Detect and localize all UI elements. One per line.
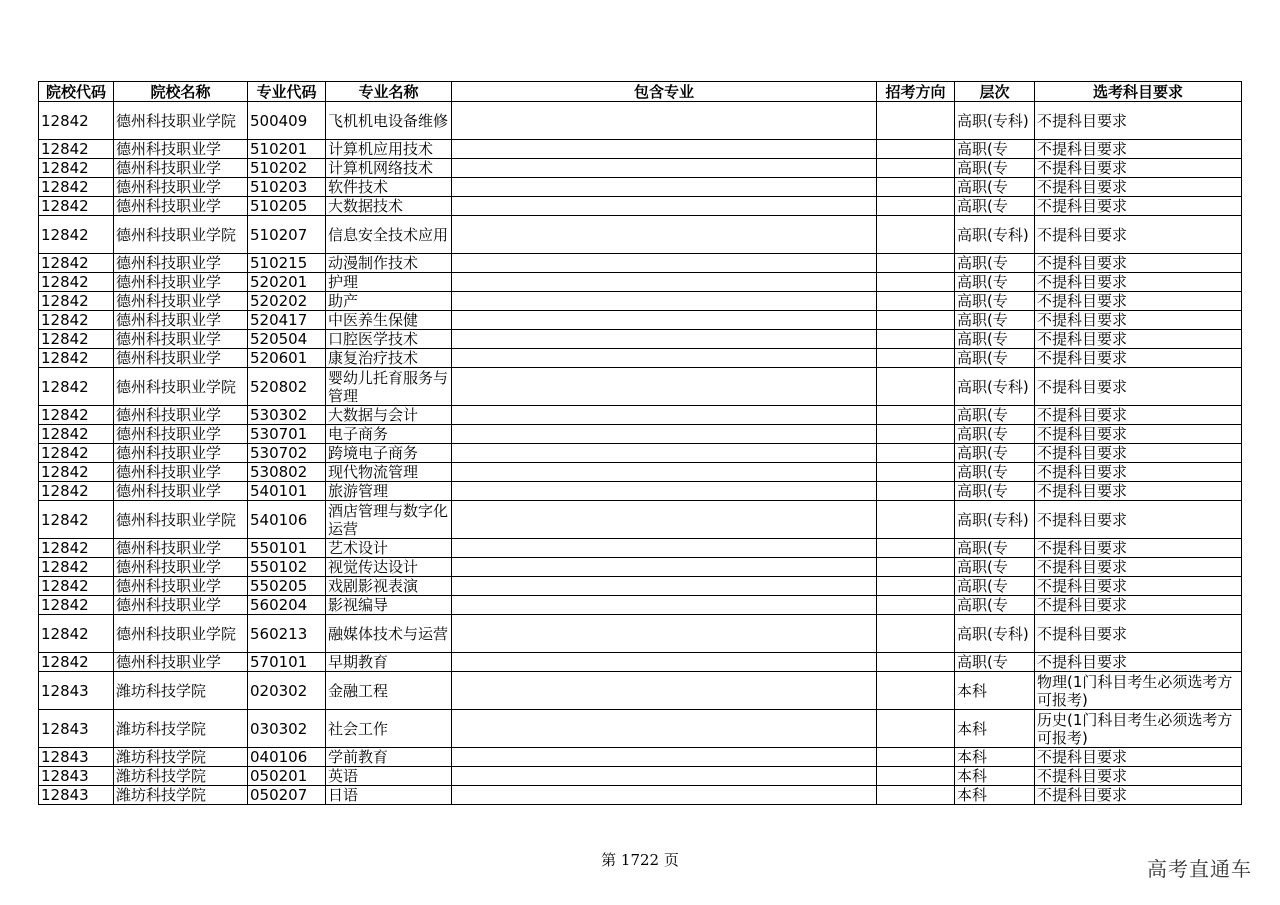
cell-included-majors bbox=[452, 178, 877, 197]
cell-level: 本科 bbox=[955, 672, 1035, 710]
cell-level: 高职(专 bbox=[955, 349, 1035, 368]
cell-level: 本科 bbox=[955, 710, 1035, 748]
cell-subject-requirement: 不提科目要求 bbox=[1035, 539, 1242, 558]
table-row bbox=[39, 292, 1242, 311]
cell-level: 高职(专 bbox=[955, 425, 1035, 444]
table-row bbox=[39, 710, 1242, 748]
cell-major-name: 动漫制作技术 bbox=[326, 254, 452, 273]
cell-school-name: 德州科技职业学院 bbox=[114, 368, 248, 406]
table-row bbox=[39, 596, 1242, 615]
table-row bbox=[39, 311, 1242, 330]
cell-level: 高职(专 bbox=[955, 330, 1035, 349]
cell-direction bbox=[877, 463, 955, 482]
cell-level: 高职(专 bbox=[955, 539, 1035, 558]
cell-major-name: 社会工作 bbox=[326, 710, 452, 748]
cell-subject-requirement: 不提科目要求 bbox=[1035, 311, 1242, 330]
cell-direction bbox=[877, 558, 955, 577]
admissions-table bbox=[38, 81, 1242, 805]
cell-major-name: 融媒体技术与运营 bbox=[326, 615, 452, 653]
cell-level: 高职(专 bbox=[955, 159, 1035, 178]
cell-school-name: 德州科技职业学院 bbox=[114, 615, 248, 653]
cell-direction bbox=[877, 178, 955, 197]
cell-direction bbox=[877, 311, 955, 330]
cell-major-code: 040106 bbox=[248, 748, 326, 767]
cell-school-name: 德州科技职业学 bbox=[114, 425, 248, 444]
cell-major-code: 050201 bbox=[248, 767, 326, 786]
header-school-code: 院校代码 bbox=[39, 82, 114, 102]
cell-level: 本科 bbox=[955, 748, 1035, 767]
table-row bbox=[39, 558, 1242, 577]
cell-major-code: 560204 bbox=[248, 596, 326, 615]
cell-school-name: 德州科技职业学 bbox=[114, 653, 248, 672]
cell-direction bbox=[877, 596, 955, 615]
cell-major-code: 550205 bbox=[248, 577, 326, 596]
header-subject-requirement: 选考科目要求 bbox=[1035, 82, 1242, 102]
cell-school-name: 德州科技职业学 bbox=[114, 463, 248, 482]
cell-included-majors bbox=[452, 368, 877, 406]
cell-school-code: 12842 bbox=[39, 596, 114, 615]
cell-major-name: 视觉传达设计 bbox=[326, 558, 452, 577]
cell-school-code: 12842 bbox=[39, 577, 114, 596]
table-row bbox=[39, 349, 1242, 368]
cell-school-code: 12842 bbox=[39, 501, 114, 539]
cell-school-name: 德州科技职业学 bbox=[114, 311, 248, 330]
header-direction: 招考方向 bbox=[877, 82, 955, 102]
cell-subject-requirement: 不提科目要求 bbox=[1035, 216, 1242, 254]
cell-major-code: 520504 bbox=[248, 330, 326, 349]
cell-included-majors bbox=[452, 254, 877, 273]
cell-major-code: 510202 bbox=[248, 159, 326, 178]
cell-school-code: 12843 bbox=[39, 767, 114, 786]
table-row bbox=[39, 577, 1242, 596]
cell-subject-requirement: 不提科目要求 bbox=[1035, 767, 1242, 786]
cell-school-name: 德州科技职业学 bbox=[114, 482, 248, 501]
cell-major-name: 护理 bbox=[326, 273, 452, 292]
cell-school-code: 12842 bbox=[39, 254, 114, 273]
cell-direction bbox=[877, 653, 955, 672]
cell-level: 高职(专 bbox=[955, 577, 1035, 596]
cell-school-name: 德州科技职业学 bbox=[114, 273, 248, 292]
cell-school-code: 12842 bbox=[39, 539, 114, 558]
cell-subject-requirement: 历史(1门科目考生必须选考方可报考) bbox=[1035, 710, 1242, 748]
cell-subject-requirement: 不提科目要求 bbox=[1035, 330, 1242, 349]
cell-school-name: 潍坊科技学院 bbox=[114, 767, 248, 786]
cell-school-code: 12842 bbox=[39, 311, 114, 330]
cell-school-code: 12842 bbox=[39, 102, 114, 140]
cell-level: 高职(专 bbox=[955, 558, 1035, 577]
cell-included-majors bbox=[452, 159, 877, 178]
cell-subject-requirement: 物理(1门科目考生必须选考方可报考) bbox=[1035, 672, 1242, 710]
cell-direction bbox=[877, 368, 955, 406]
header-included-majors: 包含专业 bbox=[452, 82, 877, 102]
cell-level: 高职(专 bbox=[955, 463, 1035, 482]
cell-major-name: 早期教育 bbox=[326, 653, 452, 672]
cell-school-name: 德州科技职业学 bbox=[114, 178, 248, 197]
cell-major-code: 020302 bbox=[248, 672, 326, 710]
cell-direction bbox=[877, 710, 955, 748]
header-level: 层次 bbox=[955, 82, 1035, 102]
cell-major-code: 530702 bbox=[248, 444, 326, 463]
cell-major-name: 影视编导 bbox=[326, 596, 452, 615]
cell-subject-requirement: 不提科目要求 bbox=[1035, 425, 1242, 444]
cell-direction bbox=[877, 216, 955, 254]
cell-direction bbox=[877, 330, 955, 349]
cell-major-name: 计算机网络技术 bbox=[326, 159, 452, 178]
cell-major-code: 560213 bbox=[248, 615, 326, 653]
cell-subject-requirement: 不提科目要求 bbox=[1035, 615, 1242, 653]
cell-major-code: 520202 bbox=[248, 292, 326, 311]
cell-school-name: 德州科技职业学 bbox=[114, 349, 248, 368]
table-row bbox=[39, 463, 1242, 482]
cell-level: 高职(专科) bbox=[955, 501, 1035, 539]
cell-major-name: 康复治疗技术 bbox=[326, 349, 452, 368]
table-row bbox=[39, 159, 1242, 178]
cell-school-name: 德州科技职业学院 bbox=[114, 102, 248, 140]
cell-major-name: 酒店管理与数字化运营 bbox=[326, 501, 452, 539]
cell-major-name: 现代物流管理 bbox=[326, 463, 452, 482]
cell-level: 高职(专科) bbox=[955, 216, 1035, 254]
cell-included-majors bbox=[452, 463, 877, 482]
table-row bbox=[39, 615, 1242, 653]
cell-level: 本科 bbox=[955, 767, 1035, 786]
cell-major-name: 艺术设计 bbox=[326, 539, 452, 558]
cell-school-name: 德州科技职业学 bbox=[114, 140, 248, 159]
cell-direction bbox=[877, 197, 955, 216]
cell-level: 高职(专 bbox=[955, 482, 1035, 501]
cell-major-code: 520601 bbox=[248, 349, 326, 368]
cell-direction bbox=[877, 292, 955, 311]
cell-major-code: 510201 bbox=[248, 140, 326, 159]
table-row bbox=[39, 767, 1242, 786]
cell-school-name: 潍坊科技学院 bbox=[114, 672, 248, 710]
cell-school-code: 12842 bbox=[39, 558, 114, 577]
cell-included-majors bbox=[452, 501, 877, 539]
cell-direction bbox=[877, 748, 955, 767]
cell-included-majors bbox=[452, 330, 877, 349]
cell-major-code: 510205 bbox=[248, 197, 326, 216]
cell-included-majors bbox=[452, 748, 877, 767]
cell-direction bbox=[877, 425, 955, 444]
header-major-code: 专业代码 bbox=[248, 82, 326, 102]
cell-included-majors bbox=[452, 216, 877, 254]
cell-school-code: 12843 bbox=[39, 672, 114, 710]
cell-included-majors bbox=[452, 558, 877, 577]
cell-included-majors bbox=[452, 710, 877, 748]
table-row bbox=[39, 672, 1242, 710]
cell-major-name: 婴幼儿托育服务与管理 bbox=[326, 368, 452, 406]
cell-direction bbox=[877, 140, 955, 159]
cell-school-name: 德州科技职业学 bbox=[114, 444, 248, 463]
cell-subject-requirement: 不提科目要求 bbox=[1035, 140, 1242, 159]
cell-major-code: 530802 bbox=[248, 463, 326, 482]
cell-included-majors bbox=[452, 444, 877, 463]
cell-subject-requirement: 不提科目要求 bbox=[1035, 558, 1242, 577]
cell-major-code: 510215 bbox=[248, 254, 326, 273]
cell-direction bbox=[877, 672, 955, 710]
cell-subject-requirement: 不提科目要求 bbox=[1035, 254, 1242, 273]
cell-major-name: 跨境电子商务 bbox=[326, 444, 452, 463]
cell-major-code: 520417 bbox=[248, 311, 326, 330]
cell-school-code: 12842 bbox=[39, 159, 114, 178]
cell-direction bbox=[877, 159, 955, 178]
cell-school-name: 德州科技职业学 bbox=[114, 406, 248, 425]
table-row bbox=[39, 425, 1242, 444]
cell-school-code: 12842 bbox=[39, 653, 114, 672]
cell-subject-requirement: 不提科目要求 bbox=[1035, 292, 1242, 311]
watermark-logo-text: 高考直通车 bbox=[1147, 857, 1252, 881]
table-row bbox=[39, 653, 1242, 672]
cell-included-majors bbox=[452, 292, 877, 311]
cell-major-code: 520802 bbox=[248, 368, 326, 406]
cell-school-name: 德州科技职业学 bbox=[114, 292, 248, 311]
cell-major-code: 570101 bbox=[248, 653, 326, 672]
cell-school-name: 德州科技职业学院 bbox=[114, 501, 248, 539]
cell-level: 高职(专 bbox=[955, 254, 1035, 273]
cell-included-majors bbox=[452, 539, 877, 558]
cell-direction bbox=[877, 501, 955, 539]
cell-major-code: 540106 bbox=[248, 501, 326, 539]
cell-major-name: 口腔医学技术 bbox=[326, 330, 452, 349]
cell-subject-requirement: 不提科目要求 bbox=[1035, 786, 1242, 805]
cell-school-code: 12842 bbox=[39, 615, 114, 653]
header-major-name: 专业名称 bbox=[326, 82, 452, 102]
table-row bbox=[39, 406, 1242, 425]
cell-level: 高职(专 bbox=[955, 197, 1035, 216]
cell-school-name: 德州科技职业学 bbox=[114, 159, 248, 178]
table-row bbox=[39, 197, 1242, 216]
cell-school-name: 德州科技职业学 bbox=[114, 558, 248, 577]
cell-direction bbox=[877, 273, 955, 292]
cell-school-name: 德州科技职业学 bbox=[114, 197, 248, 216]
cell-major-name: 大数据技术 bbox=[326, 197, 452, 216]
cell-major-name: 中医养生保健 bbox=[326, 311, 452, 330]
cell-major-code: 540101 bbox=[248, 482, 326, 501]
cell-included-majors bbox=[452, 425, 877, 444]
cell-school-code: 12842 bbox=[39, 292, 114, 311]
cell-subject-requirement: 不提科目要求 bbox=[1035, 273, 1242, 292]
cell-major-name: 大数据与会计 bbox=[326, 406, 452, 425]
cell-included-majors bbox=[452, 406, 877, 425]
cell-subject-requirement: 不提科目要求 bbox=[1035, 444, 1242, 463]
cell-school-code: 12842 bbox=[39, 444, 114, 463]
cell-subject-requirement: 不提科目要求 bbox=[1035, 102, 1242, 140]
table-row bbox=[39, 216, 1242, 254]
cell-school-code: 12842 bbox=[39, 425, 114, 444]
table-row bbox=[39, 273, 1242, 292]
cell-included-majors bbox=[452, 596, 877, 615]
cell-school-code: 12842 bbox=[39, 368, 114, 406]
cell-included-majors bbox=[452, 311, 877, 330]
cell-included-majors bbox=[452, 767, 877, 786]
cell-school-name: 德州科技职业学 bbox=[114, 254, 248, 273]
table-row bbox=[39, 254, 1242, 273]
cell-major-name: 信息安全技术应用 bbox=[326, 216, 452, 254]
cell-school-code: 12842 bbox=[39, 140, 114, 159]
table-row bbox=[39, 501, 1242, 539]
cell-level: 高职(专 bbox=[955, 311, 1035, 330]
cell-level: 高职(专 bbox=[955, 292, 1035, 311]
cell-direction bbox=[877, 406, 955, 425]
cell-school-name: 德州科技职业学 bbox=[114, 577, 248, 596]
cell-major-name: 软件技术 bbox=[326, 178, 452, 197]
cell-school-code: 12842 bbox=[39, 273, 114, 292]
cell-subject-requirement: 不提科目要求 bbox=[1035, 596, 1242, 615]
cell-direction bbox=[877, 254, 955, 273]
cell-major-code: 050207 bbox=[248, 786, 326, 805]
cell-school-name: 潍坊科技学院 bbox=[114, 786, 248, 805]
cell-included-majors bbox=[452, 672, 877, 710]
cell-school-code: 12842 bbox=[39, 349, 114, 368]
cell-major-name: 日语 bbox=[326, 786, 452, 805]
cell-school-name: 潍坊科技学院 bbox=[114, 748, 248, 767]
cell-subject-requirement: 不提科目要求 bbox=[1035, 368, 1242, 406]
cell-direction bbox=[877, 539, 955, 558]
cell-level: 高职(专 bbox=[955, 653, 1035, 672]
cell-school-name: 潍坊科技学院 bbox=[114, 710, 248, 748]
cell-level: 高职(专 bbox=[955, 596, 1035, 615]
cell-included-majors bbox=[452, 615, 877, 653]
cell-major-code: 550101 bbox=[248, 539, 326, 558]
table-row bbox=[39, 748, 1242, 767]
cell-included-majors bbox=[452, 273, 877, 292]
cell-major-name: 飞机机电设备维修 bbox=[326, 102, 452, 140]
cell-included-majors bbox=[452, 786, 877, 805]
table-row bbox=[39, 102, 1242, 140]
cell-major-code: 520201 bbox=[248, 273, 326, 292]
cell-direction bbox=[877, 786, 955, 805]
cell-level: 高职(专科) bbox=[955, 368, 1035, 406]
cell-subject-requirement: 不提科目要求 bbox=[1035, 463, 1242, 482]
table-row bbox=[39, 786, 1242, 805]
page-number: 第 1722 页 bbox=[601, 851, 679, 869]
cell-direction bbox=[877, 444, 955, 463]
cell-school-code: 12842 bbox=[39, 482, 114, 501]
cell-direction bbox=[877, 349, 955, 368]
cell-level: 高职(专 bbox=[955, 444, 1035, 463]
table-row bbox=[39, 482, 1242, 501]
cell-school-name: 德州科技职业学院 bbox=[114, 216, 248, 254]
header-school-name: 院校名称 bbox=[114, 82, 248, 102]
cell-school-code: 12842 bbox=[39, 178, 114, 197]
cell-major-name: 学前教育 bbox=[326, 748, 452, 767]
cell-school-name: 德州科技职业学 bbox=[114, 596, 248, 615]
cell-subject-requirement: 不提科目要求 bbox=[1035, 501, 1242, 539]
cell-major-name: 英语 bbox=[326, 767, 452, 786]
table-row bbox=[39, 140, 1242, 159]
cell-level: 高职(专 bbox=[955, 178, 1035, 197]
cell-included-majors bbox=[452, 349, 877, 368]
table-row bbox=[39, 444, 1242, 463]
cell-school-code: 12842 bbox=[39, 197, 114, 216]
cell-included-majors bbox=[452, 197, 877, 216]
cell-direction bbox=[877, 577, 955, 596]
cell-school-code: 12843 bbox=[39, 786, 114, 805]
cell-direction bbox=[877, 767, 955, 786]
cell-level: 高职(专 bbox=[955, 140, 1035, 159]
cell-school-code: 12842 bbox=[39, 406, 114, 425]
cell-major-name: 助产 bbox=[326, 292, 452, 311]
cell-major-code: 550102 bbox=[248, 558, 326, 577]
cell-subject-requirement: 不提科目要求 bbox=[1035, 653, 1242, 672]
cell-included-majors bbox=[452, 140, 877, 159]
cell-major-name: 金融工程 bbox=[326, 672, 452, 710]
cell-major-code: 530701 bbox=[248, 425, 326, 444]
table-row bbox=[39, 178, 1242, 197]
cell-school-code: 12843 bbox=[39, 748, 114, 767]
cell-level: 高职(专 bbox=[955, 406, 1035, 425]
table-row bbox=[39, 539, 1242, 558]
table-row bbox=[39, 330, 1242, 349]
cell-subject-requirement: 不提科目要求 bbox=[1035, 159, 1242, 178]
cell-level: 高职(专 bbox=[955, 273, 1035, 292]
header-row bbox=[39, 82, 1242, 102]
cell-included-majors bbox=[452, 577, 877, 596]
cell-school-code: 12842 bbox=[39, 463, 114, 482]
cell-major-code: 530302 bbox=[248, 406, 326, 425]
cell-major-code: 510207 bbox=[248, 216, 326, 254]
cell-major-code: 510203 bbox=[248, 178, 326, 197]
cell-school-code: 12843 bbox=[39, 710, 114, 748]
cell-direction bbox=[877, 615, 955, 653]
cell-school-code: 12842 bbox=[39, 216, 114, 254]
cell-included-majors bbox=[452, 482, 877, 501]
cell-school-name: 德州科技职业学 bbox=[114, 539, 248, 558]
cell-subject-requirement: 不提科目要求 bbox=[1035, 178, 1242, 197]
cell-major-name: 电子商务 bbox=[326, 425, 452, 444]
cell-subject-requirement: 不提科目要求 bbox=[1035, 748, 1242, 767]
cell-school-name: 德州科技职业学 bbox=[114, 330, 248, 349]
cell-school-code: 12842 bbox=[39, 330, 114, 349]
cell-major-name: 计算机应用技术 bbox=[326, 140, 452, 159]
cell-included-majors bbox=[452, 102, 877, 140]
cell-level: 本科 bbox=[955, 786, 1035, 805]
cell-direction bbox=[877, 482, 955, 501]
cell-major-name: 旅游管理 bbox=[326, 482, 452, 501]
cell-subject-requirement: 不提科目要求 bbox=[1035, 577, 1242, 596]
cell-level: 高职(专科) bbox=[955, 615, 1035, 653]
cell-subject-requirement: 不提科目要求 bbox=[1035, 197, 1242, 216]
cell-major-code: 030302 bbox=[248, 710, 326, 748]
table-row bbox=[39, 368, 1242, 406]
cell-subject-requirement: 不提科目要求 bbox=[1035, 349, 1242, 368]
cell-major-name: 戏剧影视表演 bbox=[326, 577, 452, 596]
cell-included-majors bbox=[452, 653, 877, 672]
cell-direction bbox=[877, 102, 955, 140]
cell-major-code: 500409 bbox=[248, 102, 326, 140]
cell-subject-requirement: 不提科目要求 bbox=[1035, 482, 1242, 501]
cell-level: 高职(专科) bbox=[955, 102, 1035, 140]
cell-subject-requirement: 不提科目要求 bbox=[1035, 406, 1242, 425]
